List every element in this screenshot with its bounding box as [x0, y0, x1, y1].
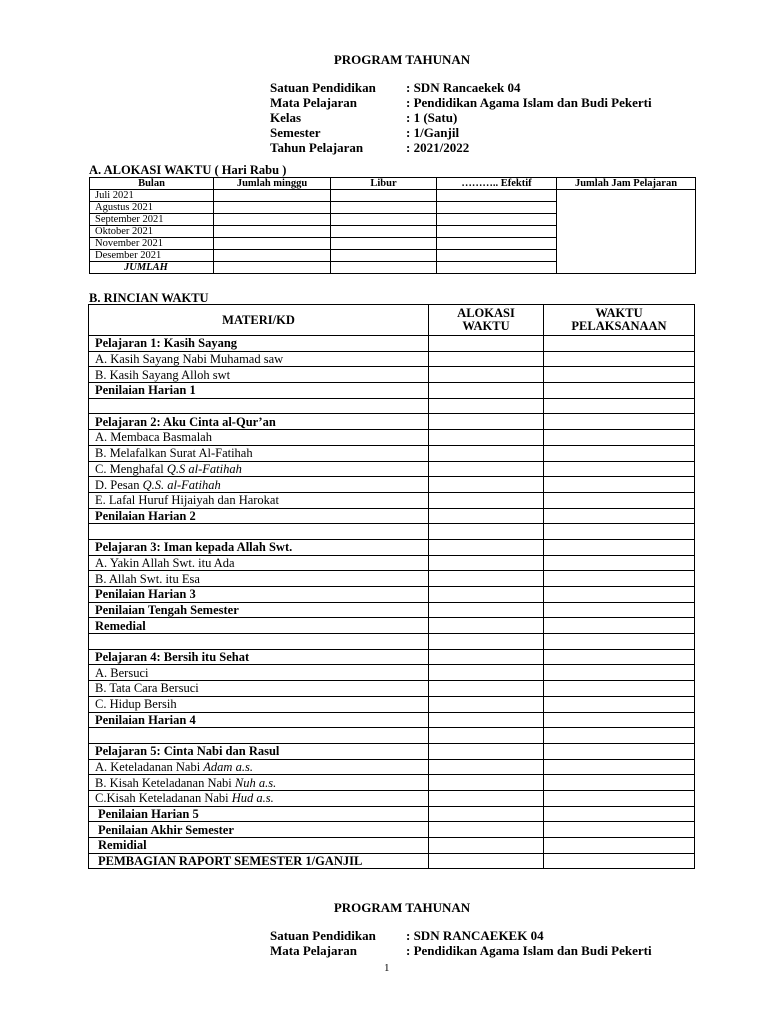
materi-cell [89, 759, 429, 775]
materi-cell [89, 461, 429, 477]
waktu-cell [544, 665, 695, 681]
waktu-cell [544, 414, 695, 430]
materi-italic-text: Adam a.s. [203, 759, 253, 774]
table-cell [214, 214, 331, 226]
alokasi-cell [429, 790, 544, 806]
materi-cell [89, 539, 429, 555]
table-row [89, 445, 695, 461]
materi-text: Pelajaran 2: Aku Cinta al-Qur’an [95, 414, 276, 429]
materi-cell [89, 806, 429, 822]
materi-italic-text: Nuh a.s. [234, 775, 277, 790]
info-label: Mata Pelajaran [270, 943, 358, 958]
info-value: : 1 (Satu) [406, 110, 458, 125]
info-row-semester [270, 125, 652, 140]
rincian-waktu-table [88, 304, 695, 869]
table-cell [214, 262, 331, 274]
alokasi-waktu-table [89, 177, 696, 274]
waktu-cell [544, 555, 695, 571]
waktu-cell [544, 445, 695, 461]
materi-text: Pelajaran 5: Cinta Nabi dan Rasul [95, 744, 280, 759]
alokasi-cell [429, 508, 544, 524]
table-row [89, 634, 695, 650]
table-row [89, 602, 695, 618]
table-row [89, 790, 695, 806]
materi-italic-text: Q.S. al-Fatihah [142, 477, 221, 492]
info-value: : SDN Rancaekek 04 [406, 80, 521, 95]
materi-cell [89, 336, 429, 352]
table-row [89, 759, 695, 775]
page-title: PROGRAM TAHUNAN [333, 52, 471, 67]
materi-text: A. Keteladanan Nabi [95, 759, 204, 774]
table-row [89, 696, 695, 712]
table-row [89, 430, 695, 446]
alokasi-cell [429, 367, 544, 383]
materi-text: B. Allah Swt. itu Esa [95, 571, 200, 586]
month-cell: November 2021 [90, 238, 214, 250]
info-row-mapel [270, 95, 652, 110]
table-row [89, 571, 695, 587]
waktu-cell [544, 806, 695, 822]
info-label: Semester [270, 125, 321, 140]
info-row-mapel [270, 943, 652, 958]
materi-text: C.Kisah Keteladanan Nabi [95, 791, 232, 806]
table-row [89, 367, 695, 383]
alokasi-cell [429, 649, 544, 665]
alokasi-cell [429, 414, 544, 430]
page2-info-block [270, 928, 652, 958]
materi-cell [89, 853, 429, 869]
alokasi-cell [429, 759, 544, 775]
waktu-cell [544, 571, 695, 587]
table-row [89, 712, 695, 728]
page-number: 1 [384, 962, 390, 974]
alokasi-cell [429, 743, 544, 759]
materi-text: E. Lafal Huruf Hijaiyah dan Harokat [95, 493, 279, 508]
alokasi-cell [429, 838, 544, 854]
waktu-cell [544, 398, 695, 414]
table-row [89, 822, 695, 838]
table-row [89, 414, 695, 430]
materi-text: A. Yakin Allah Swt. itu Ada [95, 555, 235, 570]
section-a-heading: A. ALOKASI WAKTU ( Hari Rabu ) [89, 163, 287, 177]
materi-cell [89, 414, 429, 430]
waktu-cell [544, 775, 695, 791]
table-row [89, 806, 695, 822]
info-value: : Pendidikan Agama Islam dan Budi Pekerti [406, 943, 652, 958]
materi-cell [89, 398, 429, 414]
col-header-materi: MATERI/KD [89, 305, 429, 336]
materi-cell [89, 634, 429, 650]
info-label: Satuan Pendidikan [270, 80, 376, 95]
section-b-heading: B. RINCIAN WAKTU [89, 291, 209, 305]
table-row [89, 649, 695, 665]
table-row [89, 853, 695, 869]
materi-cell [89, 602, 429, 618]
alokasi-cell [429, 383, 544, 399]
materi-cell [89, 822, 429, 838]
materi-cell [89, 665, 429, 681]
month-cell: Oktober 2021 [90, 226, 214, 238]
table-cell [437, 214, 557, 226]
col-header-alokasi: ALOKASI WAKTU [429, 305, 544, 336]
waktu-cell [544, 430, 695, 446]
materi-cell [89, 477, 429, 493]
alokasi-cell [429, 681, 544, 697]
col-header-waktu: WAKTU PELAKSANAAN [544, 305, 695, 336]
info-block [270, 80, 652, 155]
materi-text: B. Kasih Sayang Alloh swt [95, 367, 231, 382]
materi-text: Pelajaran 3: Iman kepada Allah Swt. [95, 540, 293, 555]
waktu-cell [544, 696, 695, 712]
alokasi-cell [429, 477, 544, 493]
table-row [89, 681, 695, 697]
info-label: Satuan Pendidikan [270, 928, 376, 943]
table-cell [331, 250, 437, 262]
waktu-cell [544, 681, 695, 697]
waktu-cell [544, 351, 695, 367]
table-row [89, 383, 695, 399]
materi-cell [89, 790, 429, 806]
materi-italic-text: Hud a.s. [231, 791, 274, 806]
info-row-kelas [270, 110, 652, 125]
materi-text: B. Tata Cara Bersuci [95, 681, 199, 696]
materi-text: Penilaian Akhir Semester [98, 822, 234, 837]
waktu-cell [544, 492, 695, 508]
waktu-cell [544, 759, 695, 775]
col-header-jumlah-minggu: Jumlah minggu [214, 178, 331, 190]
waktu-cell [544, 728, 695, 744]
alokasi-cell [429, 775, 544, 791]
col-header-libur: Libur [331, 178, 437, 190]
materi-cell [89, 571, 429, 587]
month-cell: September 2021 [90, 214, 214, 226]
waktu-cell [544, 336, 695, 352]
waktu-cell [544, 383, 695, 399]
alokasi-cell [429, 618, 544, 634]
table-cell [214, 190, 331, 202]
materi-text: B. Kisah Keteladanan Nabi [95, 775, 235, 790]
waktu-cell [544, 790, 695, 806]
col-header-bulan: Bulan [90, 178, 214, 190]
table-row [89, 508, 695, 524]
materi-text: Remedial [95, 618, 146, 633]
materi-text: A. Membaca Basmalah [95, 430, 212, 445]
waktu-cell [544, 743, 695, 759]
waktu-cell [544, 539, 695, 555]
info-row-satuan [270, 80, 652, 95]
month-cell: Juli 2021 [90, 190, 214, 202]
info-value: : SDN RANCAEKEK 04 [406, 928, 544, 943]
alokasi-cell [429, 398, 544, 414]
table-row [89, 492, 695, 508]
alokasi-cell [429, 806, 544, 822]
waktu-cell [544, 524, 695, 540]
table-header-row [89, 305, 695, 336]
materi-text: B. Melafalkan Surat Al-Fatihah [95, 446, 253, 461]
materi-text: A. Bersuci [95, 665, 149, 680]
materi-cell [89, 587, 429, 603]
alokasi-cell [429, 336, 544, 352]
materi-cell [89, 555, 429, 571]
table-cell [437, 262, 557, 274]
total-label: JUMLAH [90, 262, 214, 274]
table-cell [437, 226, 557, 238]
table-row [89, 351, 695, 367]
table-cell [331, 238, 437, 250]
waktu-cell [544, 649, 695, 665]
materi-text: Pelajaran 4: Bersih itu Sehat [95, 650, 250, 665]
alokasi-cell [429, 539, 544, 555]
info-value: : 2021/2022 [406, 140, 470, 155]
jumlah-jam-cell [557, 190, 696, 274]
materi-text: D. Pesan [95, 477, 143, 492]
alokasi-cell [429, 665, 544, 681]
materi-cell [89, 728, 429, 744]
waktu-cell [544, 634, 695, 650]
materi-text: Penilaian Harian 5 [98, 806, 199, 821]
table-row [89, 336, 695, 352]
table-row [89, 524, 695, 540]
table-cell [331, 214, 437, 226]
alokasi-cell [429, 853, 544, 869]
table-cell [214, 250, 331, 262]
materi-text: C. Menghafal [95, 461, 167, 476]
alokasi-cell [429, 524, 544, 540]
info-value: : 1/Ganjil [406, 125, 460, 140]
table-row [89, 775, 695, 791]
materi-cell [89, 649, 429, 665]
materi-cell [89, 351, 429, 367]
table-row [89, 618, 695, 634]
alokasi-cell [429, 728, 544, 744]
materi-text: C. Hidup Bersih [95, 697, 177, 712]
materi-cell [89, 524, 429, 540]
materi-text: Penilaian Harian 3 [95, 587, 196, 602]
waktu-cell [544, 461, 695, 477]
materi-cell [89, 743, 429, 759]
materi-text: A. Kasih Sayang Nabi Muhamad saw [95, 352, 284, 367]
waktu-cell [544, 838, 695, 854]
alokasi-cell [429, 602, 544, 618]
materi-text: Penilaian Tengah Semester [95, 603, 239, 618]
materi-cell [89, 712, 429, 728]
table-cell [437, 250, 557, 262]
alokasi-cell [429, 351, 544, 367]
table-cell [214, 226, 331, 238]
table-cell [214, 202, 331, 214]
materi-text: Penilaian Harian 1 [95, 383, 196, 398]
table-cell [331, 226, 437, 238]
table-row [89, 665, 695, 681]
table-cell [331, 190, 437, 202]
month-cell: Agustus 2021 [90, 202, 214, 214]
materi-text: Remidial [98, 838, 147, 853]
materi-cell [89, 508, 429, 524]
waktu-cell [544, 618, 695, 634]
materi-cell [89, 430, 429, 446]
materi-text: PEMBAGIAN RAPORT SEMESTER 1/GANJIL [98, 854, 363, 869]
info-value: : Pendidikan Agama Islam dan Budi Pekerti [406, 95, 652, 110]
table-header-row [90, 178, 696, 190]
table-cell [437, 190, 557, 202]
month-cell: Desember 2021 [90, 250, 214, 262]
table-row [89, 555, 695, 571]
waktu-cell [544, 602, 695, 618]
materi-cell [89, 367, 429, 383]
table-cell [331, 262, 437, 274]
col-header-efektif: ……….. Efektif [437, 178, 557, 190]
waktu-cell [544, 853, 695, 869]
info-row-tahun [270, 140, 652, 155]
table-row [89, 477, 695, 493]
alokasi-cell [429, 461, 544, 477]
materi-cell [89, 445, 429, 461]
table-row [89, 728, 695, 744]
table-row [89, 461, 695, 477]
alokasi-cell [429, 696, 544, 712]
table-cell [331, 202, 437, 214]
materi-cell [89, 492, 429, 508]
table-row [89, 838, 695, 854]
info-label: Mata Pelajaran [270, 95, 358, 110]
materi-italic-text: Q.S al-Fatihah [166, 461, 242, 476]
alokasi-cell [429, 445, 544, 461]
table-row [89, 743, 695, 759]
table-row [89, 398, 695, 414]
materi-text: Pelajaran 1: Kasih Sayang [95, 336, 238, 351]
waktu-cell [544, 367, 695, 383]
materi-cell [89, 775, 429, 791]
materi-cell [89, 618, 429, 634]
alokasi-cell [429, 587, 544, 603]
alokasi-cell [429, 571, 544, 587]
materi-cell [89, 696, 429, 712]
alokasi-cell [429, 822, 544, 838]
waktu-cell [544, 508, 695, 524]
page2-title: PROGRAM TAHUNAN [333, 900, 471, 915]
table-row [89, 539, 695, 555]
info-label: Tahun Pelajaran [270, 140, 364, 155]
table-row [90, 190, 696, 202]
materi-cell [89, 681, 429, 697]
materi-text: Penilaian Harian 4 [95, 712, 196, 727]
table-row [89, 587, 695, 603]
alokasi-cell [429, 712, 544, 728]
alokasi-cell [429, 492, 544, 508]
alokasi-cell [429, 430, 544, 446]
info-row-satuan [270, 928, 652, 943]
info-label: Kelas [270, 110, 302, 125]
alokasi-cell [429, 634, 544, 650]
materi-cell [89, 383, 429, 399]
waktu-cell [544, 822, 695, 838]
table-cell [437, 202, 557, 214]
waktu-cell [544, 712, 695, 728]
col-header-jumlah-jam: Jumlah Jam Pelajaran [557, 178, 696, 190]
alokasi-cell [429, 555, 544, 571]
table-cell [214, 238, 331, 250]
waktu-cell [544, 477, 695, 493]
table-cell [437, 238, 557, 250]
materi-cell [89, 838, 429, 854]
materi-text: Penilaian Harian 2 [95, 508, 196, 523]
waktu-cell [544, 587, 695, 603]
